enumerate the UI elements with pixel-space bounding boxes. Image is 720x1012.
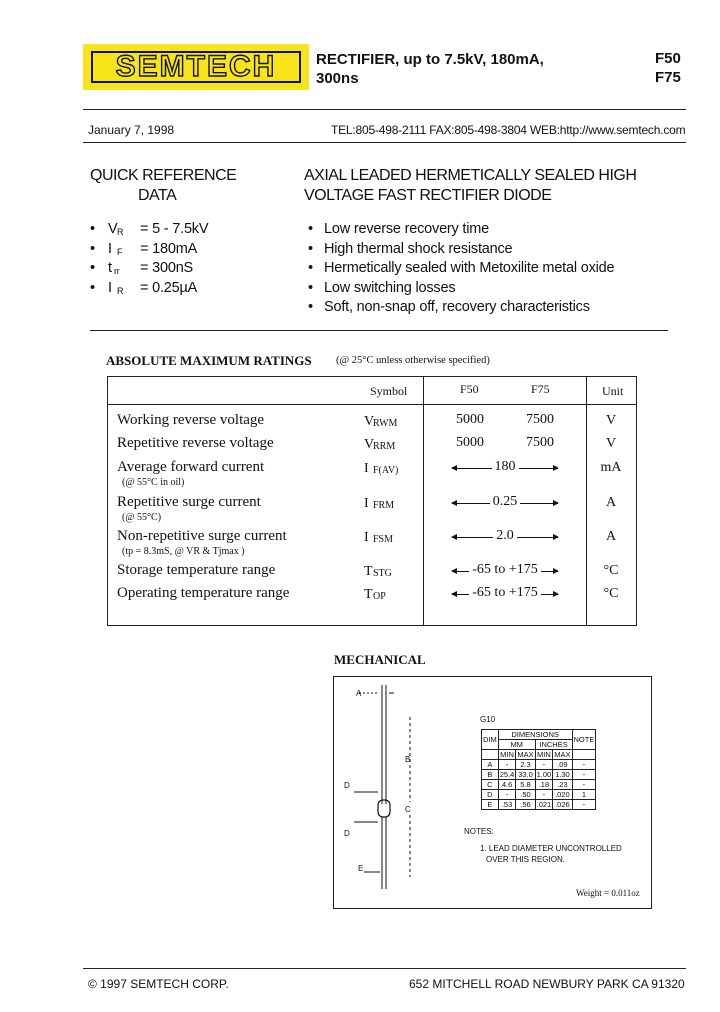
rating-parameter: Repetitive surge current bbox=[117, 494, 261, 510]
feature-text: Hermetically sealed with Metoxilite metal oxide bbox=[324, 260, 615, 277]
rating-symbol: I bbox=[364, 530, 369, 545]
dimension-cell: .50 bbox=[516, 790, 535, 800]
footer-divider bbox=[83, 968, 686, 969]
dimension-row bbox=[482, 790, 596, 800]
quick-ref-title-1: QUICK REFERENCE bbox=[90, 167, 237, 184]
dimension-cell: 1 bbox=[572, 790, 596, 800]
quick-ref-value: = 180mA bbox=[140, 240, 198, 257]
dim-label-b: B bbox=[405, 755, 411, 764]
dimension-cell: - bbox=[572, 780, 596, 790]
dimension-cell: .026 bbox=[553, 800, 572, 810]
dimension-rows bbox=[482, 760, 596, 810]
dimension-cell: - bbox=[498, 760, 516, 770]
column-divider-values bbox=[423, 377, 424, 625]
mechanical-heading: MECHANICAL bbox=[334, 652, 426, 667]
dim-header-dim: DIM bbox=[482, 730, 499, 750]
rating-symbol-subscript: OP bbox=[373, 591, 386, 602]
rating-unit: A bbox=[605, 495, 617, 510]
note-1-line-2: OVER THIS REGION. bbox=[486, 855, 565, 864]
col-unit: Unit bbox=[602, 384, 624, 398]
section-divider bbox=[90, 330, 668, 331]
bullet: • bbox=[90, 260, 95, 277]
rating-parameter: Repetitive reverse voltage bbox=[117, 435, 274, 451]
logo-text: SEMTECH bbox=[115, 50, 277, 83]
rating-symbol-subscript: FSM bbox=[373, 534, 394, 545]
quick-ref-symbol: V bbox=[108, 221, 118, 237]
bullet: • bbox=[308, 221, 313, 237]
dimension-cell: 25.4 bbox=[499, 770, 515, 779]
ratings-condition: (@ 25°C unless otherwise specified) bbox=[336, 355, 490, 366]
quick-ref-value: = 5 - 7.5kV bbox=[140, 221, 209, 237]
quick-ref-title-2: DATA bbox=[138, 187, 177, 204]
rating-shared-text: -65 to +175 bbox=[469, 585, 540, 600]
date: January 7, 1998 bbox=[88, 123, 175, 137]
feature-text: Low reverse recovery time bbox=[324, 221, 490, 237]
rating-parameter: Operating temperature range bbox=[117, 585, 290, 601]
rating-shared-value bbox=[445, 528, 565, 544]
rating-symbol-subscript: F(AV) bbox=[373, 465, 399, 476]
rating-unit: °C bbox=[603, 586, 619, 601]
dim-label-e: E bbox=[358, 864, 364, 873]
dimension-cell: D bbox=[482, 790, 499, 800]
quick-ref-subscript: R bbox=[117, 227, 124, 237]
dimension-cell: 1.00 bbox=[536, 770, 552, 779]
quick-ref-symbol: t bbox=[108, 260, 112, 277]
dimension-cell: - bbox=[572, 800, 596, 810]
bullet: • bbox=[308, 299, 313, 316]
rating-symbol: T bbox=[364, 587, 373, 602]
dimension-row bbox=[482, 780, 596, 790]
quick-ref-symbol: I bbox=[108, 279, 112, 296]
rating-unit: A bbox=[605, 529, 617, 544]
address: 652 MITCHELL ROAD NEWBURY PARK CA 91320 bbox=[409, 977, 685, 991]
rating-symbol: V bbox=[364, 437, 375, 452]
rating-parameter: Non-repetitive surge current bbox=[117, 528, 287, 544]
dimension-cell: .56 bbox=[516, 800, 535, 810]
dimension-cell: - bbox=[498, 790, 516, 800]
description-title-1: AXIAL LEADED HERMETICALLY SEALED HIGH bbox=[304, 167, 637, 184]
rating-f50: 5000 bbox=[456, 435, 484, 450]
dim-label-c: C bbox=[405, 805, 411, 814]
rating-shared-text: -65 to +175 bbox=[469, 562, 540, 577]
dim-label-d-top: D bbox=[344, 781, 350, 790]
rating-note: (@ 55°C in oil) bbox=[122, 477, 185, 488]
ratings-heading: ABSOLUTE MAXIMUM RATINGS bbox=[106, 353, 312, 368]
col-f75: F75 bbox=[531, 382, 550, 396]
note-1-line-1: 1. LEAD DIAMETER UNCONTROLLED bbox=[480, 844, 622, 853]
info-divider bbox=[83, 142, 686, 143]
dimension-cell: 33.0 bbox=[516, 770, 535, 780]
dim-sub-empty bbox=[482, 750, 499, 760]
rating-symbol: I bbox=[364, 461, 369, 476]
semtech-logo bbox=[91, 51, 301, 83]
quick-ref-subscript: F bbox=[117, 246, 123, 257]
col-f50: F50 bbox=[460, 382, 479, 396]
rating-parameter: Working reverse voltage bbox=[117, 412, 265, 428]
table-header-divider bbox=[108, 404, 636, 405]
dimension-cell: B bbox=[482, 770, 499, 780]
rating-parameter: Average forward current bbox=[117, 459, 265, 475]
rating-shared-text: 180 bbox=[492, 459, 519, 474]
dimension-cell: 4.6 bbox=[498, 780, 516, 790]
dim-sub-in-min: MIN bbox=[537, 750, 551, 759]
rating-shared-value bbox=[445, 585, 565, 601]
dim-label-a: A bbox=[356, 689, 362, 698]
rating-symbol-subscript: STG bbox=[373, 568, 392, 579]
rating-symbol: V bbox=[364, 414, 375, 429]
bullet: • bbox=[308, 240, 313, 257]
product-title bbox=[316, 50, 616, 88]
bullet: • bbox=[90, 221, 95, 237]
dimension-cell: - bbox=[572, 770, 596, 780]
dimension-cell: .020 bbox=[553, 790, 572, 800]
rating-shared-value bbox=[445, 562, 565, 578]
dimension-cell: .021 bbox=[536, 800, 552, 809]
dimension-cell: .18 bbox=[535, 780, 553, 790]
dimensions-table bbox=[481, 729, 596, 810]
weight: Weight = 0.011oz bbox=[576, 888, 640, 898]
dim-header-note: NOTE bbox=[572, 730, 596, 750]
title-line-1: RECTIFIER, up to 7.5kV, 180mA, bbox=[316, 51, 544, 68]
dimension-cell: - bbox=[535, 790, 553, 800]
dim-header-inches: INCHES bbox=[535, 740, 572, 750]
rating-symbol: T bbox=[364, 564, 373, 579]
rating-unit: V bbox=[605, 436, 617, 451]
rating-shared-value bbox=[445, 494, 565, 510]
feature-text: High thermal shock resistance bbox=[324, 240, 513, 257]
dimension-row bbox=[482, 800, 596, 810]
rating-unit: V bbox=[605, 413, 617, 428]
quick-ref-value: = 0.25µA bbox=[140, 279, 198, 296]
quick-ref-subscript: R bbox=[117, 285, 124, 296]
dimension-cell: 5.8 bbox=[516, 780, 535, 790]
bullet: • bbox=[308, 260, 313, 277]
dim-label-d-bottom: D bbox=[344, 829, 350, 838]
feature-text: Soft, non-snap off, recovery characteristics bbox=[324, 299, 590, 316]
rating-f50: 5000 bbox=[456, 412, 484, 427]
description-title-2: VOLTAGE FAST RECTIFIER DIODE bbox=[304, 187, 552, 204]
bullet: • bbox=[90, 279, 95, 296]
rating-parameter: Storage temperature range bbox=[117, 562, 276, 578]
dim-sub-in-max: MAX bbox=[554, 750, 571, 759]
dimensions-title: DIMENSIONS bbox=[498, 730, 572, 740]
dimension-row bbox=[482, 770, 596, 780]
dim-sub-mm-min: MIN bbox=[500, 750, 514, 759]
header-divider bbox=[83, 109, 686, 110]
dim-header-mm: MM bbox=[498, 740, 535, 750]
part-number-f75: F75 bbox=[655, 69, 681, 86]
quick-ref-symbol: I bbox=[108, 240, 112, 257]
title-line-2: 300ns bbox=[316, 70, 359, 87]
rating-f75: 7500 bbox=[526, 412, 554, 427]
dimension-cell: 1.30 bbox=[553, 770, 572, 780]
quick-ref-value: = 300nS bbox=[140, 260, 194, 277]
rating-shared-text: 2.0 bbox=[493, 528, 517, 543]
package-code: G10 bbox=[480, 715, 496, 724]
feature-text: Low switching losses bbox=[324, 279, 456, 296]
rating-unit: °C bbox=[603, 563, 619, 578]
copyright: © 1997 SEMTECH CORP. bbox=[88, 977, 229, 991]
col-symbol: Symbol bbox=[370, 384, 408, 398]
quick-ref-subscript: rr bbox=[114, 266, 120, 277]
rating-symbol-subscript: FRM bbox=[373, 500, 395, 511]
part-number-f50: F50 bbox=[655, 50, 681, 67]
rating-symbol-subscript: RRM bbox=[373, 441, 396, 452]
dim-sub-mm-max: MAX bbox=[517, 750, 534, 759]
rating-note: (@ 55°C) bbox=[122, 512, 162, 523]
notes-title: NOTES: bbox=[464, 827, 494, 836]
contact-info: TEL:805-498-2111 FAX:805-498-3804 WEB:http://www.semtech.com bbox=[331, 123, 686, 137]
mechanical-drawing bbox=[333, 676, 652, 909]
dimension-cell: - bbox=[535, 760, 553, 770]
dimension-row bbox=[482, 760, 596, 770]
dimension-cell: .53 bbox=[498, 800, 516, 810]
rating-note: (tp = 8.3mS, @ VR & Tjmax ) bbox=[122, 546, 245, 557]
rating-shared-text: 0.25 bbox=[490, 494, 521, 509]
dimension-cell: 2.3 bbox=[516, 760, 535, 770]
rating-symbol: I bbox=[364, 496, 369, 511]
dimension-cell: .09 bbox=[553, 760, 572, 770]
ratings-table bbox=[107, 376, 637, 626]
rating-symbol-subscript: RWM bbox=[373, 418, 398, 429]
dimension-cell: E bbox=[482, 800, 499, 810]
dimension-cell: - bbox=[572, 760, 596, 770]
rating-shared-value bbox=[445, 459, 565, 475]
dimension-cell: A bbox=[482, 760, 499, 770]
bullet: • bbox=[308, 279, 313, 296]
dim-sub-note-empty bbox=[572, 750, 596, 760]
bullet: • bbox=[90, 240, 95, 257]
dimension-cell: .23 bbox=[553, 780, 572, 790]
rating-f75: 7500 bbox=[526, 435, 554, 450]
rating-unit: mA bbox=[600, 460, 622, 475]
dimension-cell: C bbox=[482, 780, 499, 790]
